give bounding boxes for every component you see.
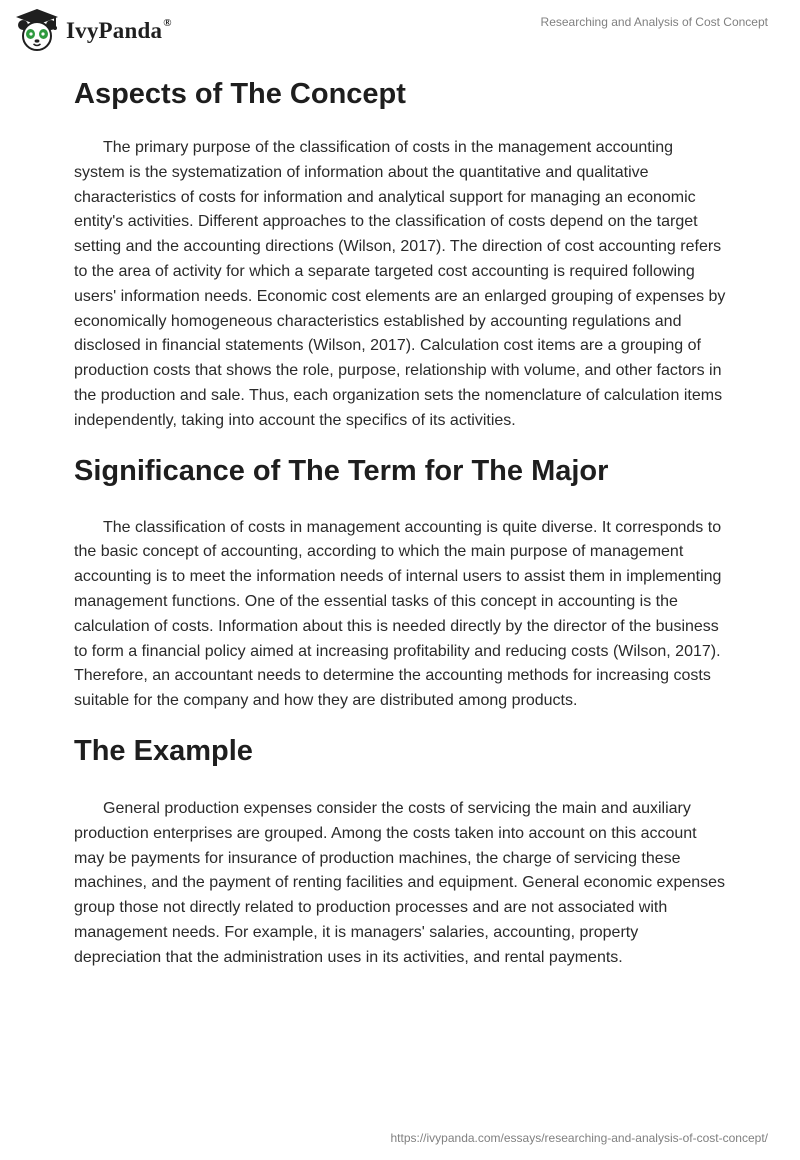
section-paragraph-example: General production expenses consider the costs of servicing the main and auxiliary production enterprises are grouped. Among the costs taken into account on this account may be payments for insurance of production machines, the charge of servicing these machines, and the payment of renting facilities and equipment. General economic expenses group those not directly related to production processes and are not associated with management needs. For example, it is managers' salaries, accounting, property depreciation that the administration uses in its activities, and rental payments. — [74, 799, 726, 966]
section-paragraph-aspects: The primary purpose of the classification of costs in the management accounting system is the systematization of information about the quantitative and qualitative characteristics of costs for information and analytical support for managing an economic entity's activities. Different approaches to the classification of costs depend on the target setting and the accounting directions (Wilson, 2017). The direction of cost accounting refers to the area of activity for which a separate targeted cost accounting is required following users' information needs. Economic cost elements are an enlarged grouping of expenses by economically homogeneous characteristics established by accounting regulations and disclosed in financial statements (Wilson, 2017). Calculation cost items are a grouping of production costs that shows the role, purpose, relationship with volume, and other factors in the production and sale. Thus, each organization sets the nomenclature of calculation items independently, taking into account the specifics of its activities. — [74, 139, 726, 429]
section-paragraph-significance: The classification of costs in management accounting is quite diverse. It corresponds to the basic concept of accounting, according to which the main purpose of management accounting is to meet the information needs of internal users to assist them in implementing management functions. One of the essential tasks of this concept in accounting is the calculation of costs. Information about this is needed directly by the director of the business to form a financial policy aimed at increasing profitability and reducing costs (Wilson, 2017). Therefore, an accountant needs to determine the accounting methods for increasing costs suitable for the company and how they are distributed among products. — [74, 518, 722, 710]
section-heading-example: The Example — [74, 734, 253, 767]
article-body — [74, 70, 726, 971]
brand-name: IvyPanda® — [66, 17, 172, 43]
section-heading-aspects: Aspects of The Concept — [74, 78, 406, 110]
section-heading-significance: Significance of The Term for The Major — [74, 454, 609, 487]
document-title: Researching and Analysis of Cost Concept — [540, 15, 768, 29]
panda-icon — [14, 8, 60, 54]
ivypanda-logo[interactable] — [14, 8, 172, 54]
page-header — [0, 0, 800, 70]
source-url-link[interactable]: https://ivypanda.com/essays/researching-and-analysis-of-cost-concept/ — [390, 1131, 768, 1145]
